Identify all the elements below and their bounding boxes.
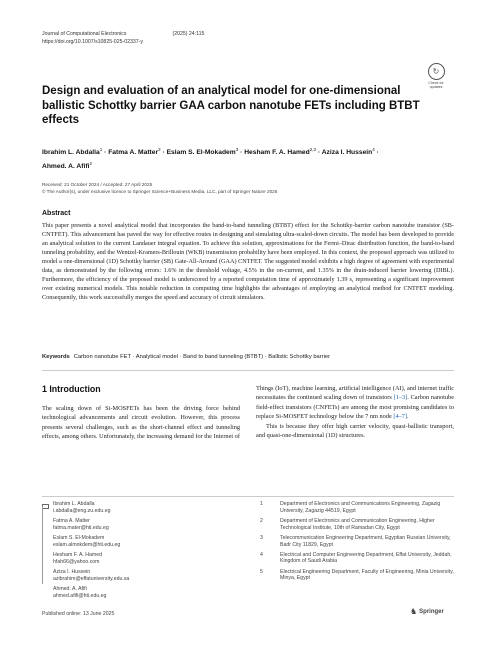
publisher-logo[interactable]: [410, 607, 444, 616]
email-link[interactable]: hfah66@yahoo.com: [53, 558, 100, 565]
intro-paragraph: This is because they offer high carrier velocity, quasi-ballistic transport, and quasi-one-dimensional (1D) structures.: [256, 422, 454, 440]
journal-name: Journal of Computational Electronics: [42, 31, 127, 37]
email-link[interactable]: fatma.mater@hti.edu.eg: [53, 524, 109, 531]
author-list: Ibrahim L. Abdalla$^1$ · Fatma A. Matter$^2$ · Eslam S. El-Mokadem$^3$ · Hesham F. A. Hamed$^{2,3}$ · Aziza I. Hussein$^4$ · Ahmed. A. Afifi$^2$: [42, 147, 379, 171]
keywords-list: Carbon nanotube FET · Analytical model · Band to band tunneling (BTBT) · Ballistic Schottky barrier: [73, 354, 331, 360]
email-link[interactable]: ahmed.afifi@hti.edu.eg: [53, 593, 107, 600]
affiliation-item: 1 Department of Electronics and Communications Engineering, Zagazig University, Zagazig 44519, Egypt: [260, 501, 441, 514]
author[interactable]: Hesham F. A. Hamed$^{2,3}$: [244, 147, 316, 157]
email-link[interactable]: eslam.almokdem@hti.edu.eg: [53, 541, 121, 548]
citation-link[interactable]: [4–7]: [393, 413, 407, 421]
publisher-name: Springer: [419, 608, 444, 615]
author[interactable]: Aziza I. Hussein$^4$: [321, 147, 375, 157]
contact-entry: Ibrahim L. Abdalla i.abdalla@eng.zu.edu.eg: [53, 501, 223, 514]
intro-left-column: [42, 404, 240, 442]
author[interactable]: Eslam S. El-Mokadem$^3$: [166, 147, 239, 157]
contact-entry: Ahmed. A. Afifi ahmed.afifi@hti.edu.eg: [53, 586, 223, 599]
keywords: [42, 354, 462, 360]
affiliation-item: 5 Electrical Engineering Department, Faculty of Engineering, Minia University, Minya, Egypt: [260, 568, 454, 582]
keywords-label: Keywords: [42, 354, 70, 360]
affiliation-item: 3 Telecommunication Engineering Department, Egyptian Russian University, Badr City 11829, Egypt: [260, 534, 451, 548]
intro-paragraph: The scaling down of Si-MOSFETs has been the driving force behind technological advancements and circuit evolution. However, this process presents several challenges, such as the short-channel effect and tunneling effects, among others. Unfortunately, the increasing demand for the Internet of: [42, 405, 240, 441]
abstract-heading: Abstract: [42, 210, 71, 217]
envelope-icon: [42, 504, 49, 509]
section-divider: [42, 370, 454, 371]
doi-link[interactable]: https://doi.org/10.1007/s10825-025-02337-y: [42, 38, 143, 45]
contact-rule: [42, 506, 43, 584]
volume-info: (2025) 24:115: [172, 31, 205, 37]
corresponding-contacts: [53, 501, 223, 604]
email-link[interactable]: azibrahim@effatuniversity.edu.sa: [53, 576, 130, 583]
section-heading: 1 Introduction: [42, 384, 101, 394]
contact-entry: Aziza I. Hussein azibrahim@effatuniversity.edu.sa: [53, 569, 223, 582]
affiliation-item: 4 Electrical and Computer Engineering Department, Effat University, Jeddah, Kingdom of Saudi Arabia: [260, 551, 452, 565]
check-for-updates-icon: ↻: [428, 63, 445, 80]
intro-right-column: [256, 384, 454, 440]
intro-paragraph: Things (IoT), machine learning, artificial intelligence (AI), and internet traffic necessitates the continued scaling down of transistors [1–3]. Carbon nanotube field-effect transistors (CNFETs) are among the most promising candidates to replace Si-MOSFET technology below the 7 nm node [4–7].: [256, 385, 455, 421]
published-date: Published online: 13 June 2025: [42, 611, 115, 617]
footnote-divider: [42, 496, 454, 497]
contact-entry: Hesham F. A. Hamed hfah66@yahoo.com: [53, 552, 223, 565]
check-for-updates-label: Check for updates: [428, 81, 444, 90]
author[interactable]: Ibrahim L. Abdalla$^1$: [42, 147, 103, 157]
paper-title: Design and evaluation of an analytical model for one-dimensional ballistic Schottky barrier GAA carbon nanotube FETs including BTBT effects: [42, 85, 420, 126]
author[interactable]: Fatma A. Matter$^2$: [108, 147, 161, 157]
running-header: [42, 31, 204, 46]
author[interactable]: Ahmed. A. Afifi$^2$: [42, 161, 92, 171]
received-accepted: Received: 21 October 2024 / Accepted: 27 April 2025: [42, 182, 153, 187]
springer-horse-icon: ♞: [410, 607, 418, 616]
article-dates: [42, 181, 462, 195]
citation-link[interactable]: [1–3]: [393, 394, 408, 402]
affiliation-item: 2 Department of Electronics and Communication Engineering, Higher Technological Institute, 10th of Ramadan City, Egypt: [260, 517, 435, 531]
abstract-text: This paper presents a novel analytical model that incorporates the band-to-band tunneling (BTBT) effect for the Schottky-barrier carbon nanotube transistor (SB-CNTFET). This advancement has paved the way for effective routes in designing and simulating ultra-scaled-down circuits. The model has been developed to provide an analytical solution to the current Landauer integral equation. To achieve this solution, approximations for the Fermi–Dirac distribution function, the band-to-band tunneling probability, and the Wentzel-Kramers-Brillouin (WKB) transmission probability have been employed. In this context, the proposed approach was utilized to model a one-dimensional (1D) Schottky barrier (SB) Gate-All-Around (GAA) CNTFET. The suggested model exhibits a high degree of agreement with experimental data, as demonstrated by the following errors: 1.6% in the threshold voltage, 4.5% in the on-current, and 1.35% in the drain-induced barrier lowering (DIBL). Furthermore, the efficiency of the proposed model is underscored by a reported computation time of approximately 1.39 s, representing a significant improvement over existing numerical models. This notable reduction in computing time highlights the advantages of employing an analytical method for CNTFET modeling. Consequently, this work successfully merges the speed and accuracy of circuit simulators.: [42, 222, 454, 301]
contact-entry: Fatma A. Matter fatma.mater@hti.edu.eg: [53, 518, 223, 531]
affiliations: [260, 501, 460, 586]
contact-entry: Eslam S. El-Mokadem eslam.almokdem@hti.edu.eg: [53, 535, 223, 548]
email-link[interactable]: i.abdalla@eng.zu.edu.eg: [53, 507, 111, 514]
copyright-notice: © The Author(s), under exclusive licence to Springer Science+Business Media, LLC, part of Springer Nature 2025: [42, 189, 278, 194]
